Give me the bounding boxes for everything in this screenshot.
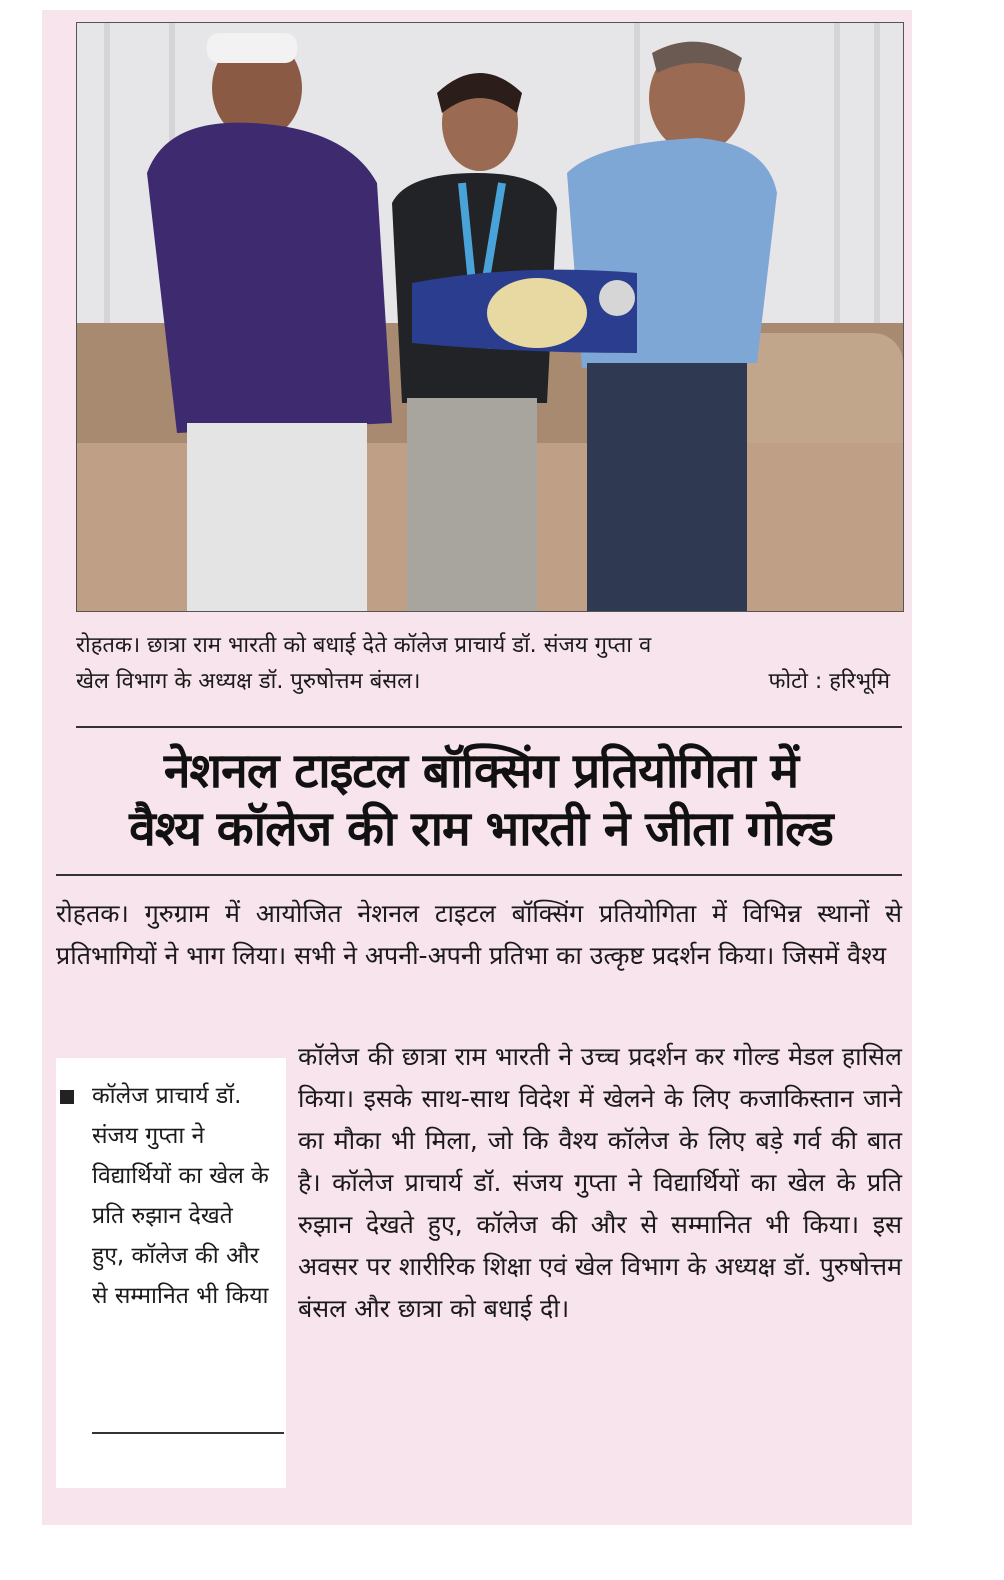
pullquote-divider — [92, 1432, 284, 1434]
headline-line-2: वैश्य कॉलेज की राम भारती ने जीता गोल्ड — [129, 801, 833, 857]
caption-line-2: खेल विभाग के अध्यक्ष डॉ. पुरुषोत्तम बंसल। — [76, 669, 421, 694]
news-photo — [76, 22, 904, 612]
headline-divider — [56, 874, 902, 876]
caption-line-1: रोहतक। छात्रा राम भारती को बधाई देते कॉलेज प्राचार्य डॉ. संजय गुप्ता व — [76, 633, 652, 658]
headline-line-1: नेशनल टाइटल बॉक्सिंग प्रतियोगिता में — [163, 743, 799, 799]
headline — [60, 742, 902, 858]
caption-divider — [76, 726, 902, 728]
article-body-column: कॉलेज की छात्रा राम भारती ने उच्च प्रदर्शन कर गोल्ड मेडल हासिल किया। इसके साथ-साथ विदेश में खेलने के लिए कजाकिस्तान जाने का मौका भी मिला, जो कि वैश्य कॉलेज के लिए बड़े गर्व की बात है। कॉलेज प्राचार्य डॉ. संजय गुप्ता ने विद्यार्थियों का खेल के प्रति रुझान देखते हुए, कॉलेज की और से सम्मानित भी किया। इस अवसर पर शारीरिक शिक्षा एवं खेल विभाग के अध्यक्ष डॉ. पुरुषोत्तम बंसल और छात्रा को बधाई दी। — [298, 1042, 902, 1323]
photo-illustration — [77, 23, 903, 611]
bullet-square-icon — [60, 1090, 74, 1104]
photo-caption — [76, 628, 902, 700]
pullquote-text: कॉलेज प्राचार्य डॉ. संजय गुप्ता ने विद्यार्थियों का खेल के प्रति रुझान देखते हुए, कॉलेज की और से सम्मानित भी किया — [92, 1083, 269, 1309]
photo-credit: फोटो : हरिभूमि — [768, 669, 890, 694]
article-body-intro: रोहतक। गुरुग्राम में आयोजित नेशनल टाइटल बॉक्सिंग प्रतियोगिता में विभिन्न स्थानों से प्रतिभागियों ने भाग लिया। सभी ने अपनी-अपनी प्रतिभा का उत्कृष्ट प्रदर्शन किया। जिसमें वैश्य — [56, 899, 902, 970]
